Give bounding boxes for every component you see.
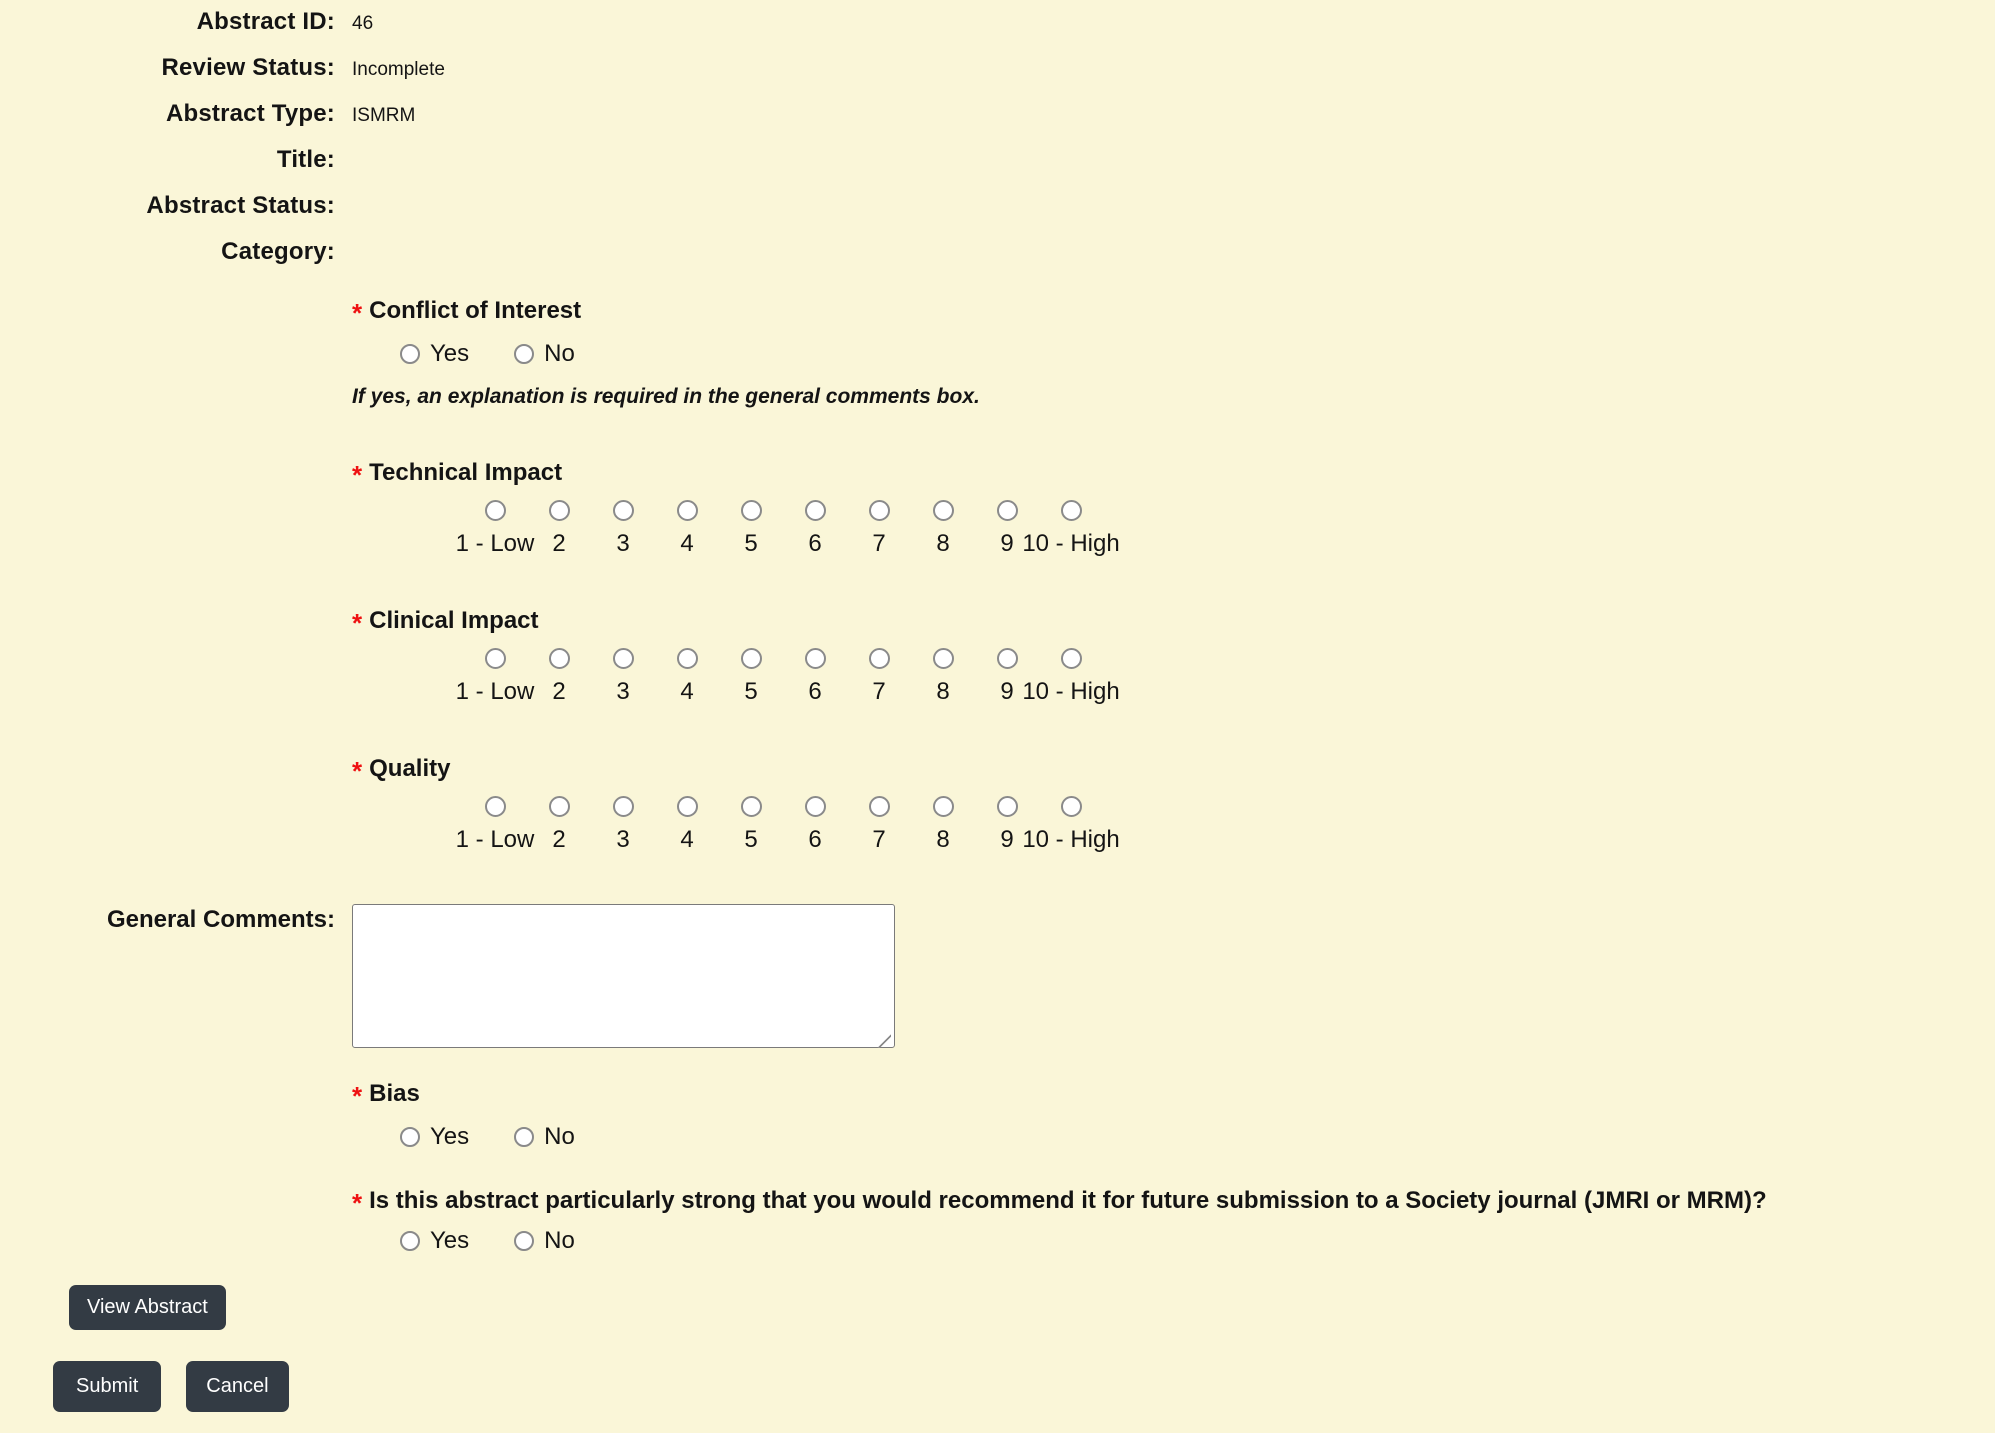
required-asterisk-icon: * [352,1081,363,1111]
scale-label-7: 7 [872,530,886,557]
scale-label-6: 6 [808,826,822,853]
bias-label: Bias [369,1080,420,1107]
view-abstract-button[interactable]: View Abstract [69,1285,226,1330]
scale-label-3: 3 [616,530,630,557]
scale-label-10: 10 - High [1022,678,1120,705]
quality-option-5[interactable] [719,796,783,854]
conflict-explanation-note: If yes, an explanation is required in the general comments box. [352,385,980,408]
general-comments-section [0,904,1995,1053]
scale-label-1: 1 - Low [455,678,535,705]
quality-section [0,752,1995,854]
clinical-radio-10[interactable] [1061,648,1082,669]
general-comments-textarea[interactable] [352,904,895,1048]
bias-no-option[interactable] [514,1123,575,1151]
general-comments-field-wrap [352,904,895,1053]
abstract-type-value: ISMRM [352,105,416,126]
clinical-impact-option-5[interactable] [719,648,783,706]
scale-label-6: 6 [808,678,822,705]
clinical-radio-2[interactable] [549,648,570,669]
quality-option-3[interactable] [591,796,655,854]
clinical-radio-5[interactable] [741,648,762,669]
scale-label-4: 4 [680,826,694,853]
clinical-impact-scale [455,648,1995,706]
abstract-status-label: Abstract Status: [146,192,335,219]
scale-label-5: 5 [744,530,758,557]
technical-impact-option-1[interactable] [455,500,535,558]
conflict-yes-option[interactable] [400,340,469,368]
journal-recommendation-question [352,1181,1897,1219]
quality-option-4[interactable] [655,796,719,854]
clinical-radio-4[interactable] [677,648,698,669]
general-comments-label: General Comments: [106,906,335,933]
actions [0,1255,1995,1412]
bias-yes-radio[interactable] [400,1127,420,1147]
scale-label-9: 9 [1000,530,1014,557]
journal-no-radio[interactable] [514,1231,534,1251]
scale-label-7: 7 [872,678,886,705]
journal-yes-label: Yes [430,1227,470,1254]
abstract-info [0,8,1995,284]
quality-radio-5[interactable] [741,796,762,817]
quality-radio-8[interactable] [933,796,954,817]
scale-label-4: 4 [680,530,694,557]
technical-impact-option-8[interactable] [911,500,975,558]
scale-label-2: 2 [552,530,566,557]
abstract-id-label: Abstract ID: [196,8,335,35]
required-asterisk-icon: * [352,460,363,490]
technical-impact-heading [352,456,1995,488]
journal-no-option[interactable] [514,1227,575,1255]
journal-recommendation-label: Is this abstract particularly strong that you would recommend it for future submission to a Society journal (JMRI or MRM)? [369,1187,1767,1214]
quality-option-7[interactable] [847,796,911,854]
clinical-impact-option-6[interactable] [783,648,847,706]
clinical-impact-option-3[interactable] [591,648,655,706]
quality-radio-3[interactable] [613,796,634,817]
technical-radio-10[interactable] [1061,500,1082,521]
technical-radio-5[interactable] [741,500,762,521]
category-label: Category: [221,238,335,265]
quality-option-2[interactable] [527,796,591,854]
bias-yes-label: Yes [430,1123,470,1150]
conflict-yes-radio[interactable] [400,344,420,364]
info-row-abstract-id [0,8,1995,54]
bias-heading [352,1077,1995,1109]
technical-impact-option-5[interactable] [719,500,783,558]
scale-label-10: 10 - High [1022,530,1120,557]
clinical-impact-option-7[interactable] [847,648,911,706]
quality-radio-7[interactable] [869,796,890,817]
scale-label-9: 9 [1000,678,1014,705]
quality-scale [455,796,1995,854]
journal-yes-option[interactable] [400,1227,469,1255]
technical-radio-9[interactable] [997,500,1018,521]
clinical-impact-heading [352,604,1995,636]
technical-radio-1[interactable] [485,500,506,521]
scale-label-3: 3 [616,678,630,705]
scale-label-2: 2 [552,678,566,705]
conflict-yes-label: Yes [430,340,470,367]
scale-label-4: 4 [680,678,694,705]
clinical-impact-option-8[interactable] [911,648,975,706]
scale-label-3: 3 [616,826,630,853]
scale-label-5: 5 [744,826,758,853]
quality-label: Quality [369,755,451,782]
info-row-title [0,146,1995,192]
required-asterisk-icon: * [352,756,363,786]
journal-recommendation-options [400,1227,1995,1255]
clinical-radio-3[interactable] [613,648,634,669]
technical-radio-3[interactable] [613,500,634,521]
clinical-radio-6[interactable] [805,648,826,669]
abstract-type-label: Abstract Type: [165,100,335,127]
quality-radio-4[interactable] [677,796,698,817]
clinical-impact-option-10[interactable] [1022,648,1120,706]
required-asterisk-icon: * [352,608,363,638]
technical-radio-7[interactable] [869,500,890,521]
conflict-no-option[interactable] [514,340,575,368]
technical-impact-scale [455,500,1995,558]
conflict-of-interest-heading [352,294,1995,326]
review-status-value: Incomplete [352,59,445,80]
clinical-impact-section [0,604,1995,706]
scale-label-10: 10 - High [1022,826,1120,853]
bias-section [0,1077,1995,1151]
journal-no-label: No [544,1227,575,1254]
scale-label-7: 7 [872,826,886,853]
quality-radio-10[interactable] [1061,796,1082,817]
clinical-radio-1[interactable] [485,648,506,669]
bias-no-radio[interactable] [514,1127,534,1147]
bias-yes-option[interactable] [400,1123,469,1151]
scale-label-9: 9 [1000,826,1014,853]
quality-heading [352,752,1995,784]
scale-label-8: 8 [936,530,950,557]
technical-impact-option-7[interactable] [847,500,911,558]
scale-label-5: 5 [744,678,758,705]
submit-button[interactable]: Submit [53,1361,161,1412]
journal-yes-radio[interactable] [400,1231,420,1251]
technical-impact-label: Technical Impact [369,459,563,486]
clinical-radio-9[interactable] [997,648,1018,669]
scale-label-1: 1 - Low [455,530,535,557]
quality-radio-1[interactable] [485,796,506,817]
quality-radio-2[interactable] [549,796,570,817]
required-asterisk-icon: * [352,298,363,328]
technical-impact-option-4[interactable] [655,500,719,558]
clinical-radio-7[interactable] [869,648,890,669]
technical-impact-option-2[interactable] [527,500,591,558]
quality-radio-9[interactable] [997,796,1018,817]
quality-option-8[interactable] [911,796,975,854]
conflict-of-interest-options [400,340,1995,368]
scale-label-2: 2 [552,826,566,853]
clinical-impact-option-1[interactable] [455,648,535,706]
title-label: Title: [276,146,335,173]
info-row-abstract-type [0,100,1995,146]
technical-impact-option-6[interactable] [783,500,847,558]
technical-radio-8[interactable] [933,500,954,521]
clinical-impact-option-4[interactable] [655,648,719,706]
cancel-button[interactable]: Cancel [186,1361,288,1412]
technical-impact-option-10[interactable] [1022,500,1120,558]
quality-radio-6[interactable] [805,796,826,817]
scale-label-8: 8 [936,826,950,853]
info-row-abstract-status [0,192,1995,238]
journal-recommendation-section [0,1181,1995,1255]
conflict-of-interest-section [0,294,1995,410]
technical-radio-6[interactable] [805,500,826,521]
bias-no-label: No [544,1123,575,1150]
clinical-radio-8[interactable] [933,648,954,669]
required-asterisk-icon: * [352,1188,363,1218]
scale-label-1: 1 - Low [455,826,535,853]
info-row-category [0,238,1995,284]
abstract-id-value: 46 [352,13,374,34]
scale-label-8: 8 [936,678,950,705]
submit-cancel-row [53,1361,1995,1412]
conflict-no-radio[interactable] [514,344,534,364]
clinical-impact-option-2[interactable] [527,648,591,706]
clinical-impact-label: Clinical Impact [369,607,539,634]
technical-impact-option-3[interactable] [591,500,655,558]
technical-impact-section [0,456,1995,558]
technical-radio-4[interactable] [677,500,698,521]
quality-option-1[interactable] [455,796,535,854]
conflict-no-label: No [544,340,575,367]
quality-option-6[interactable] [783,796,847,854]
scale-label-6: 6 [808,530,822,557]
review-status-label: Review Status: [161,54,335,81]
technical-radio-2[interactable] [549,500,570,521]
info-row-review-status [0,54,1995,100]
quality-option-10[interactable] [1022,796,1120,854]
conflict-of-interest-label: Conflict of Interest [369,297,582,324]
bias-options [400,1123,1995,1151]
